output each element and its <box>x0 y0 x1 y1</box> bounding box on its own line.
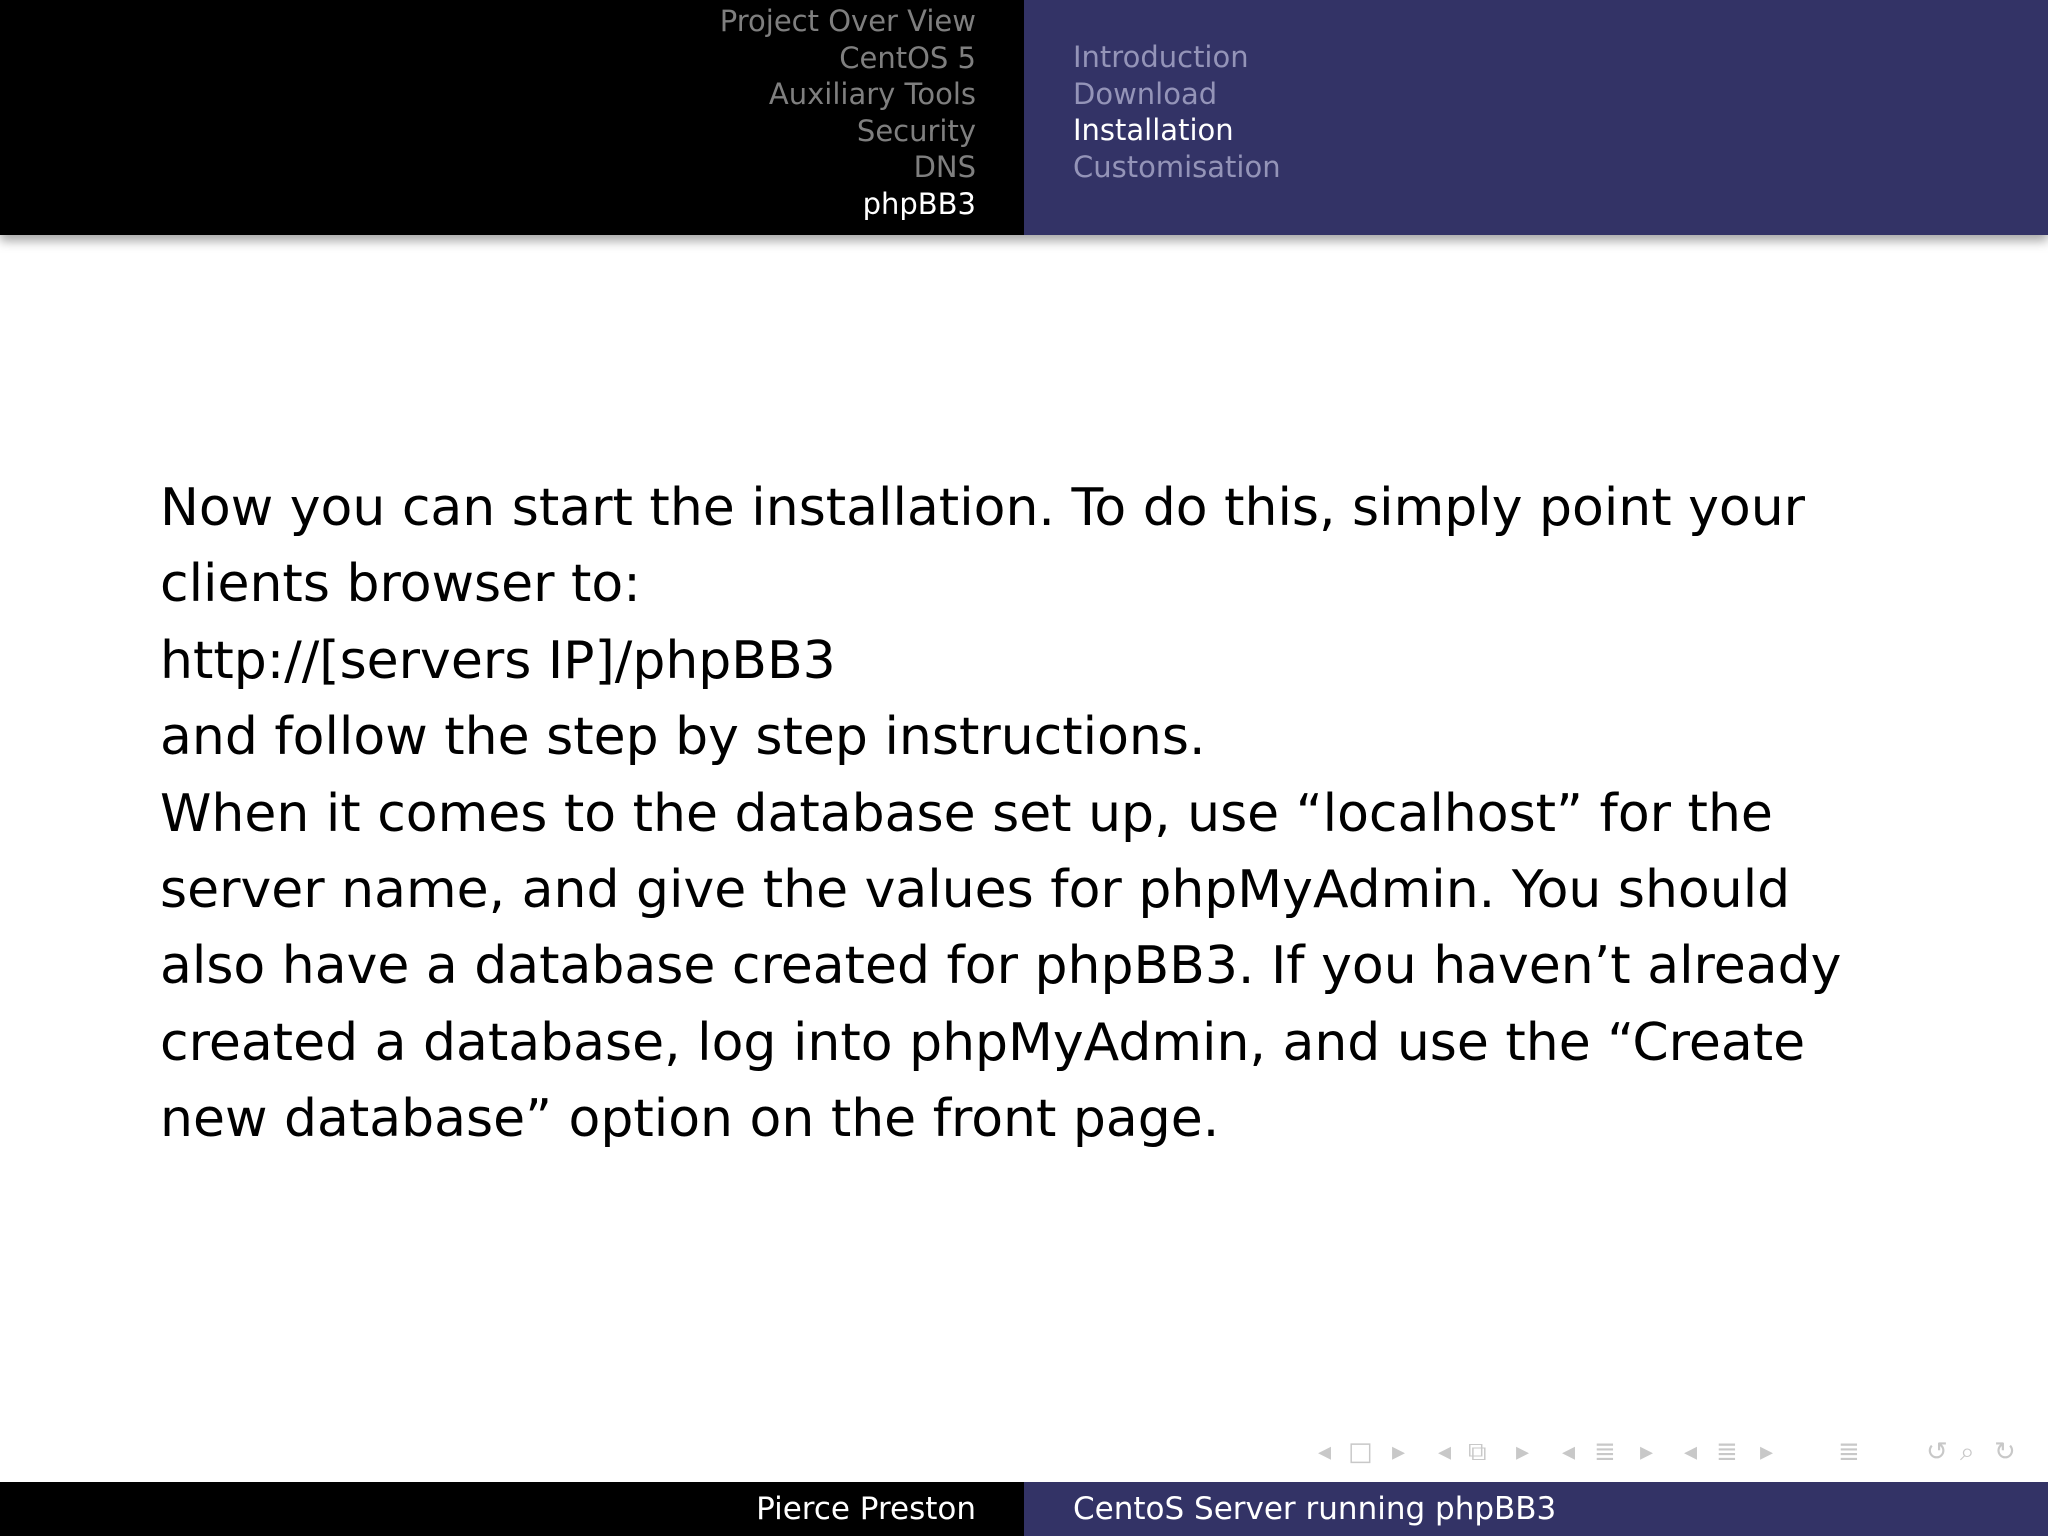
section-icon[interactable]: ≣ <box>1716 1437 1738 1467</box>
footer-author-panel <box>0 1482 1024 1536</box>
back-icon[interactable]: ↺ <box>1926 1437 1948 1467</box>
subsection-item-download[interactable]: Download <box>1073 76 1218 111</box>
footer-title: CentoS Server running phpBB3 <box>1073 1491 1557 1527</box>
body-line: and follow the step by step instructions. <box>160 707 1206 768</box>
footer-author: Pierce Preston <box>756 1491 976 1527</box>
body-line: clients browser to: <box>160 554 641 615</box>
slide-icon[interactable]: ⧉ <box>1468 1437 1487 1467</box>
section-navigation <box>720 3 976 223</box>
search-icon[interactable]: ⌕ <box>1960 1437 1975 1467</box>
body-line: server name, and give the values for phpMyAdmin. You should <box>160 860 1791 921</box>
subsection-icon[interactable]: ≣ <box>1594 1437 1616 1467</box>
subsection-navigation <box>1073 39 1281 185</box>
body-line: Now you can start the installation. To do this, simply point your <box>160 478 1806 538</box>
slide-body-text <box>160 470 1920 1158</box>
section-item-project-over-view[interactable]: Project Over View <box>719 4 976 38</box>
section-item-phpbb3[interactable]: phpBB3 <box>862 186 976 221</box>
section-item-auxiliary-tools[interactable]: Auxiliary Tools <box>768 77 976 112</box>
prev-section-arrow-icon[interactable]: ◂ <box>1684 1437 1698 1467</box>
section-item-dns[interactable]: DNS <box>913 150 976 185</box>
body-line: new database” option on the front page. <box>160 1089 1220 1150</box>
forward-icon[interactable]: ↻ <box>1994 1437 2016 1467</box>
section-item-centos-5[interactable]: CentOS 5 <box>839 40 976 75</box>
subsection-item-introduction[interactable]: Introduction <box>1073 40 1249 74</box>
header-subsections-panel <box>1024 0 2048 235</box>
subsection-item-installation[interactable]: Installation <box>1073 113 1234 148</box>
body-line: created a database, log into phpMyAdmin, and use the “Create <box>160 1012 1806 1073</box>
prev-subsection-arrow-icon[interactable]: ◂ <box>1562 1437 1576 1467</box>
next-frame-arrow-icon[interactable]: ▸ <box>1392 1437 1406 1467</box>
body-line: http://[servers IP]/phpBB3 <box>160 630 836 691</box>
subsection-item-customisation[interactable]: Customisation <box>1073 149 1281 184</box>
next-subsection-arrow-icon[interactable]: ▸ <box>1640 1437 1654 1467</box>
appendix-icon[interactable]: ≣ <box>1838 1437 1860 1467</box>
prev-slide-arrow-icon[interactable]: ◂ <box>1438 1437 1452 1467</box>
next-slide-arrow-icon[interactable]: ▸ <box>1516 1437 1530 1467</box>
header-bar <box>0 0 2048 235</box>
header-sections-panel <box>0 0 1024 235</box>
body-line: also have a database created for phpBB3. If you haven’t already <box>160 936 1842 997</box>
section-item-security[interactable]: Security <box>856 113 976 148</box>
footer-title-panel <box>1024 1482 2048 1536</box>
body-line: When it comes to the database set up, use “localhost” for the <box>160 783 1773 844</box>
frame-icon[interactable]: □ <box>1348 1437 1373 1467</box>
navigation-symbols <box>0 1432 2048 1472</box>
next-section-arrow-icon[interactable]: ▸ <box>1760 1437 1774 1467</box>
prev-frame-arrow-icon[interactable]: ◂ <box>1318 1437 1332 1467</box>
